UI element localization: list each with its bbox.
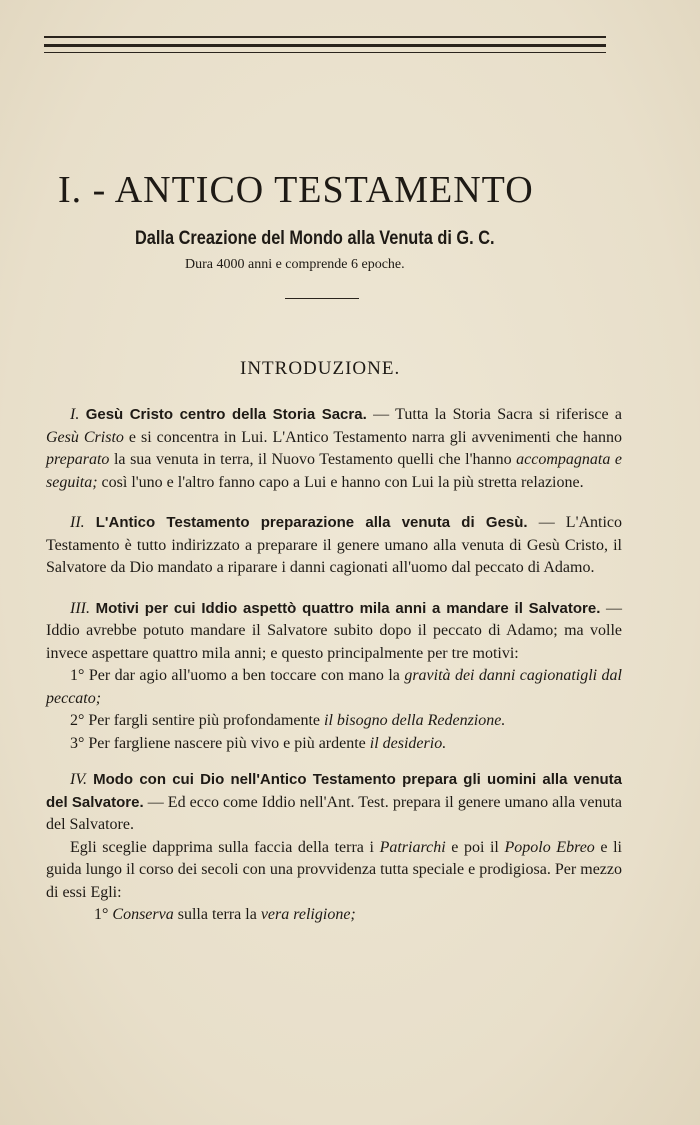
paragraph-heading: Motivi per cui Iddio aspettò quattro mila anni a mandare il Salvatore. [95, 599, 601, 617]
section-heading: INTRODUZIONE. [240, 358, 401, 379]
list-item-text: 1° Per dar agio all'uomo a ben toccare con mano la [70, 667, 405, 684]
paragraph-number: III. [70, 599, 90, 617]
list-item-text: 1° [94, 906, 113, 923]
text-run: e li guida lungo il corso dei secoli con una provvidenza tutta speciale e prodigiosa. Per mezzo di essi Egli: [46, 838, 623, 901]
chapter-subtitle: Dalla Creazione del Mondo alla Venuta di G. C. [135, 228, 495, 249]
top-rule-thin [44, 52, 606, 53]
paragraph-number: I. [70, 406, 80, 423]
list-item-text: sulla terra la [173, 906, 261, 923]
paragraph-1 [46, 404, 622, 494]
list-item [46, 733, 622, 756]
emphasis: gravità dei danni cagionatigli dal peccato; [46, 667, 623, 707]
list-item [46, 904, 622, 927]
list-item-text: 3° Per fargliene nascere più vivo e più ardente [70, 734, 370, 752]
list-item-text: 2° Per fargli sentire più profondamente [70, 712, 325, 729]
emphasis: Popolo Ebreo [504, 838, 595, 856]
emphasis: accompagnata e seguita; [46, 451, 622, 491]
emphasis: preparato [46, 451, 110, 468]
chapter-duration-note: Dura 4000 anni e comprende 6 epoche. [185, 257, 405, 272]
text-run: e poi il [445, 838, 505, 856]
paragraph-number: II. [70, 514, 85, 531]
emphasis: Gesù Cristo [46, 428, 124, 446]
list-item [46, 710, 622, 733]
emphasis: Conserva [112, 906, 174, 923]
paragraph-text: — Tutta la Storia Sacra si riferisce a [366, 406, 623, 423]
paragraph-text [46, 837, 622, 905]
emphasis: il desiderio. [369, 734, 447, 752]
paragraph-2 [46, 512, 622, 580]
paragraph-3 [46, 598, 622, 756]
emphasis: vera religione; [260, 906, 356, 923]
emphasis: il bisogno della Redenzione. [324, 712, 506, 729]
divider [285, 298, 359, 299]
emphasis: Patriarchi [379, 838, 446, 856]
paragraph-text: — Ed ecco come Iddio nell'Ant. Test. prepara il genere umano alla venuta del Salvatore. [46, 793, 623, 833]
paragraph-text: — L'Antico Testamento è tutto indirizzato a preparare il genere umano alla venuta di Gesù Cristo, il Salvatore da Dio mandato a riparare i danni cagionati all'uomo dal peccato di Adamo. [46, 514, 623, 576]
paragraph-text: la sua venuta in terra, il Nuovo Testamento quelli che l'hanno [109, 451, 517, 468]
paragraph-text: e si concentra in Lui. L'Antico Testamento narra gli avvenimenti che hanno [123, 428, 622, 446]
body-text [46, 404, 622, 927]
paragraph-text: così l'uno e l'altro fanno capo a Lui e hanno con Lui la più stretta relazione. [97, 473, 584, 491]
top-rule [44, 36, 606, 38]
paragraph-number: IV. [70, 771, 88, 788]
paragraph-heading: Gesù Cristo centro della Storia Sacra. [85, 406, 367, 423]
list-item [46, 665, 622, 710]
text-run: Egli sceglie dapprima sulla faccia della terra i [70, 838, 380, 856]
chapter-title: I. - ANTICO TESTAMENTO [58, 169, 534, 211]
top-rule-thick [44, 44, 606, 47]
paragraph-heading: Modo con cui Dio nell'Antico Testamento prepara gli uomini alla venuta del Salvatore. [46, 771, 623, 811]
paragraph-4 [46, 769, 622, 927]
paragraph-text: — Iddio avrebbe potuto mandare il Salvatore subito dopo il peccato di Adamo; ma volle invece aspettare quattro mila anni; e questo principalmente per tre motivi: [46, 599, 623, 662]
paragraph-heading: L'Antico Testamento preparazione alla venuta di Gesù. [95, 514, 528, 531]
